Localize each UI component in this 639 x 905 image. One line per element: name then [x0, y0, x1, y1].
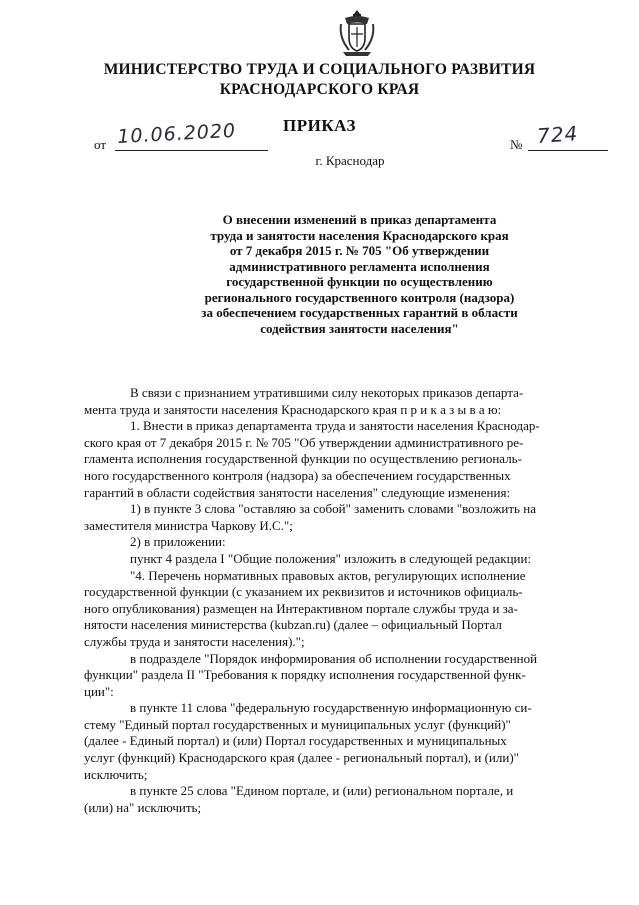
- subject-line: О внесении изменений в приказ департамента: [222, 212, 497, 227]
- number-label: №: [510, 137, 523, 152]
- body-line: пункт 4 раздела I "Общие положения" изложить в следующей редакции:: [130, 550, 532, 566]
- body-line: 2) в приложении:: [130, 534, 226, 550]
- body-line: гламента исполнения государственной функции по осуществлению региональ-: [84, 451, 522, 467]
- body-line: в пункте 11 слова "федеральную государственную информационную си-: [130, 700, 532, 716]
- body-line: 1. Внести в приказ департамента труда и занятости населения Краснодар-: [130, 418, 540, 434]
- body-line: в подразделе "Порядок информирования об исполнении государственной: [130, 650, 538, 666]
- body-line: ского края от 7 декабря 2015 г. № 705 "Об утверждении административного ре-: [84, 434, 524, 450]
- subject-line: труда и занятости населения Краснодарского края: [210, 227, 509, 243]
- body-line: в пункте 25 слова "Едином портале, и (или) региональном портале, и: [130, 783, 514, 799]
- order-body: [84, 385, 611, 816]
- date-value: 10.06.2020: [116, 119, 237, 148]
- body-line: службы труда и занятости населения).";: [84, 633, 305, 649]
- number-value: 724: [536, 121, 580, 148]
- body-line: ции":: [84, 683, 114, 699]
- body-line: мента труда и занятости населения Краснодарского края п р и к а з ы в а ю:: [84, 401, 502, 417]
- body-line: заместителя министра Чаркову И.С.";: [84, 517, 293, 533]
- body-line: (или) на" исключить;: [84, 799, 202, 815]
- body-line: гарантий в области содействия занятости населения" следующие изменения:: [84, 484, 511, 500]
- body-line: услуг (функций) Краснодарского края (далее - региональный портал), и (или)": [84, 750, 519, 766]
- date-label: от: [94, 137, 107, 152]
- order-subject: [100, 212, 619, 336]
- ministry-name-line1: МИНИСТЕРСТВО ТРУДА И СОЦИАЛЬНОГО РАЗВИТИЯ: [103, 61, 536, 78]
- body-line: "4. Перечень нормативных правовых актов, регулирующих исполнение: [130, 567, 526, 583]
- subject-line: регионального государственного контроля (надзора): [204, 289, 515, 305]
- city-name: г. Краснодар: [315, 153, 385, 168]
- body-line: В связи с признанием утратившими силу некоторых приказов департа-: [130, 385, 524, 400]
- subject-line: административного регламента исполнения: [229, 258, 490, 274]
- subject-line: содействия занятости населения": [260, 320, 459, 336]
- number-underline: [528, 150, 608, 151]
- body-line: исключить;: [84, 766, 148, 782]
- body-line: ного государственного контроля (надзора) за обеспечением государственных: [84, 467, 511, 483]
- body-line: стему "Единый портал государственных и муниципальных услуг (функций)": [84, 716, 511, 732]
- body-line: государственной функции (с указанием их реквизитов и источников официаль-: [84, 584, 523, 600]
- date-underline: [115, 150, 268, 151]
- body-line: нятости населения министерства (kubzan.ru) (далее – официальный Портал: [84, 617, 502, 633]
- subject-line: от 7 декабря 2015 г. № 705 "Об утверждении: [229, 243, 490, 258]
- subject-line: государственной функции по осуществлению: [226, 274, 493, 289]
- body-line: функции" раздела II "Требования к порядку исполнения государственной функ-: [84, 667, 526, 683]
- body-line: (далее - Единый портал) и (или) Портал государственных и муниципальных: [84, 733, 507, 749]
- subject-line: за обеспечением государственных гарантий в области: [201, 305, 518, 320]
- document-title: ПРИКАЗ: [283, 116, 356, 135]
- coat-of-arms-icon: [337, 8, 377, 58]
- ministry-name-line2: КРАСНОДАРСКОГО КРАЯ: [219, 81, 420, 98]
- body-line: ного опубликования) размещен на Интерактивном портале службы труда и за-: [84, 600, 518, 616]
- body-line: 1) в пункте 3 слова "оставляю за собой" заменить словами "возложить на: [130, 501, 536, 517]
